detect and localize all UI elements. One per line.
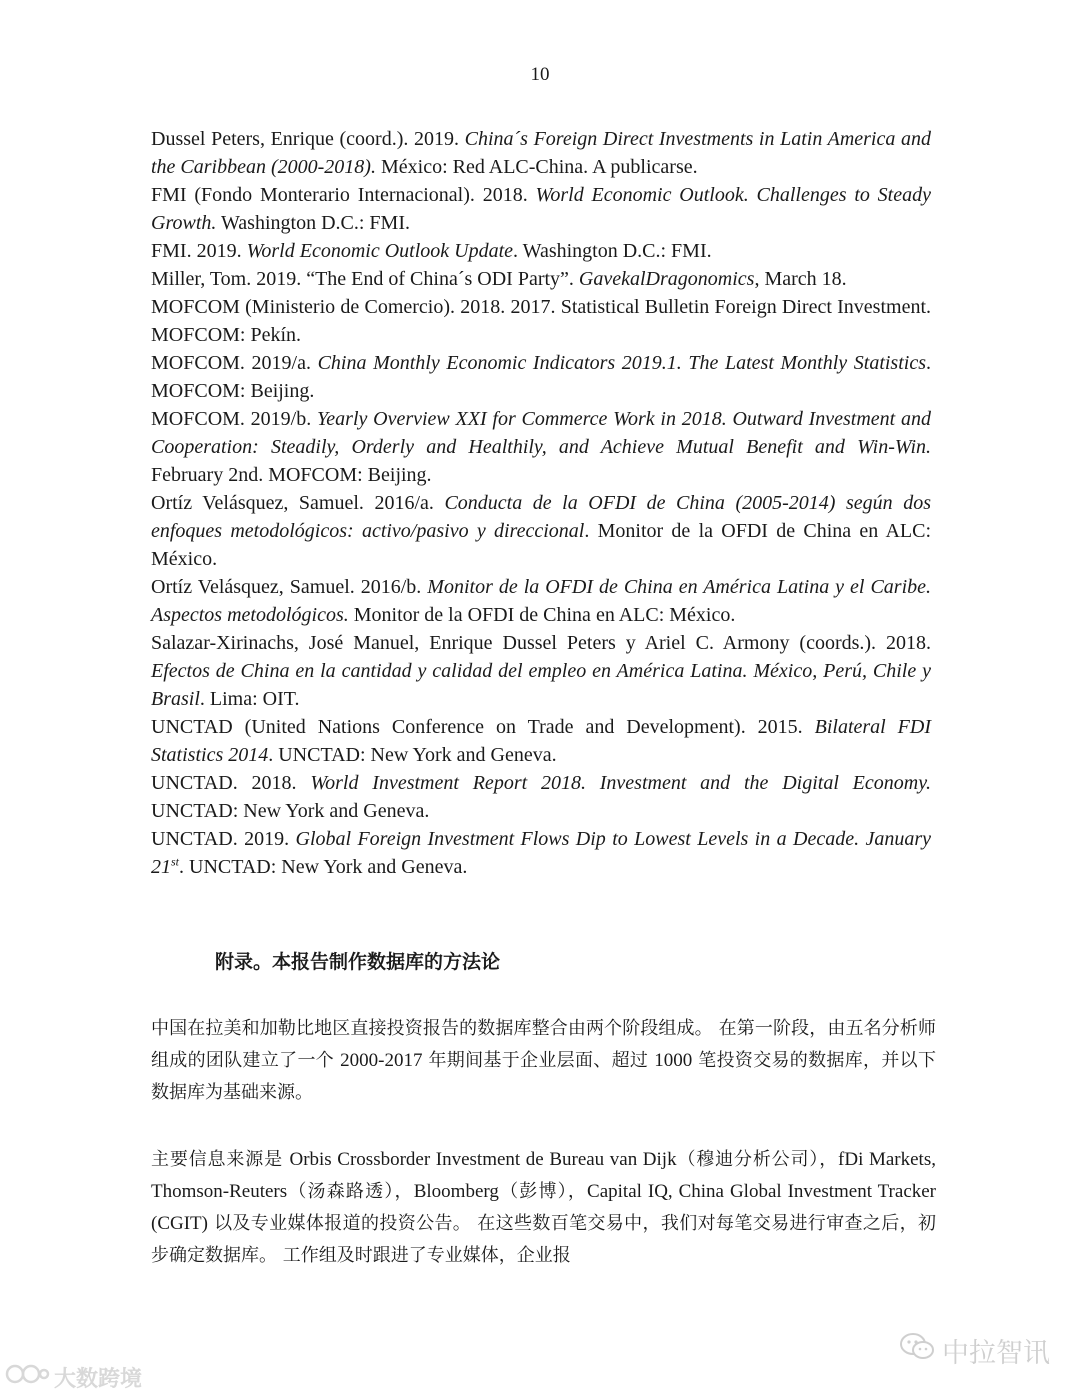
paragraph-text: 中国在拉美和加勒比地区直接投资报告的数据库整合由两个阶段组成。 在第一阶段，由五名分析师组成的团队建立了一个	[151, 1018, 936, 1071]
reference-item	[151, 489, 931, 573]
appendix-paragraph-2	[151, 1144, 936, 1272]
reference-title: World Economic Outlook. Challenges to Steady Growth.	[151, 184, 931, 234]
appendix-heading: 附录。本报告制作数据库的方法论	[215, 951, 501, 973]
reference-item	[151, 125, 931, 181]
reference-author: Dussel Peters, Enrique (coord.). 2019.	[151, 128, 465, 150]
paragraph-text: 笔投资交易的数据库，并以下数据库为基础来源。	[151, 1050, 936, 1103]
page-number: 10	[530, 64, 550, 85]
reference-item	[151, 405, 931, 489]
reference-details: Washington D.C.: FMI.	[216, 212, 410, 234]
reference-item	[151, 349, 931, 405]
reference-title: Global Foreign Investment Flows Dip to Lowest Levels in a Decade. January 21	[151, 828, 931, 878]
reference-author: UNCTAD. 2019.	[151, 828, 296, 850]
wechat-icon	[900, 1332, 934, 1369]
reference-item	[151, 573, 931, 629]
paragraph-text: （彭博），	[498, 1181, 588, 1202]
reference-details: . Lima: OIT.	[199, 688, 300, 710]
wechat-watermark	[900, 1330, 1050, 1370]
reference-title: China´s Foreign Direct Investments in Latin America and the Caribbean (2000-2018).	[151, 128, 931, 178]
paragraph-text: 以及专业媒体报道的投资公告。 在这些数百笔交易中，我们对每笔交易进行审查之后，初步确定数据库。 工作组及时跟进了专业媒体，企业报	[151, 1213, 936, 1266]
reference-details: . UNCTAD: New York and Geneva.	[268, 744, 557, 766]
reference-author: Salazar-Xirinachs, José Manuel, Enrique Dussel Peters y Ariel C. Armony (coords.). 2018.	[151, 632, 931, 654]
paragraph-text: Orbis Crossborder Investment de Bureau van Dijk	[289, 1149, 677, 1170]
reference-details: . MOFCOM: Beijing.	[151, 352, 931, 402]
reference-item	[151, 629, 931, 713]
reference-details: . UNCTAD: New York and Geneva.	[179, 856, 468, 878]
reference-item	[151, 181, 931, 237]
paragraph-text: Bloomberg	[413, 1181, 499, 1202]
reference-item	[151, 293, 931, 349]
reference-details: . Monitor de la OFDI de China en ALC: México.	[151, 520, 931, 570]
reference-author: FMI. 2019.	[151, 240, 247, 262]
reference-details: , March 18.	[754, 268, 847, 290]
reference-title: World Economic Outlook Update	[246, 240, 514, 262]
reference-author: Miller, Tom. 2019. “The End of China´s ODI Party”.	[151, 268, 579, 290]
reference-author: MOFCOM. 2019/a.	[151, 352, 318, 374]
reference-author: Ortíz Velásquez, Samuel. 2016/b.	[151, 576, 428, 598]
reference-title: Yearly Overview XXI for Commerce Work in 2018. Outward Investment and Cooperation: Steadily, Orderly and Healthily, and Achieve Mutual Benefit and Win-Win.	[151, 408, 931, 458]
reference-superscript: st	[171, 854, 180, 869]
reference-author: MOFCOM (Ministerio de Comercio). 2018. 2017. Statistical Bulletin Foreign Direct Investment. MOFCOM: Pekín.	[151, 296, 931, 346]
brand-watermark	[4, 1360, 142, 1394]
reference-title: GavekalDragonomics	[578, 268, 755, 290]
reference-item	[151, 769, 931, 825]
reference-title: Monitor de la OFDI de China en América Latina y el Caribe. Aspectos metodológicos.	[151, 576, 932, 626]
reference-details: February 2nd. MOFCOM: Beijing.	[151, 464, 432, 486]
reference-details: UNCTAD: New York and Geneva.	[151, 800, 430, 822]
reference-title: Bilateral FDI Statistics 2014	[151, 716, 931, 766]
reference-title: Conducta de la OFDI de China (2005-2014) según dos enfoques metodológicos: activo/pasivo y direccional	[151, 492, 932, 542]
reference-details: . Washington D.C.: FMI.	[513, 240, 712, 262]
reference-item	[151, 265, 931, 293]
watermark-text: 大数跨境	[54, 1366, 143, 1392]
paragraph-text: 主要信息来源是	[151, 1149, 290, 1170]
reference-title: China Monthly Economic Indicators 2019.1. The Latest Monthly Statistics	[317, 352, 926, 374]
reference-author: UNCTAD. 2018.	[151, 772, 311, 794]
reference-item	[151, 713, 931, 769]
reference-list	[151, 125, 931, 881]
reference-author: MOFCOM. 2019/b.	[151, 408, 317, 430]
paragraph-text: 年期间基于企业层面、超过	[422, 1050, 655, 1071]
brand-logo-icon	[4, 1361, 50, 1393]
reference-title: Efectos de China en la cantidad y calidad del empleo en América Latina. México, Perú, Chile y Brasil	[151, 660, 931, 710]
appendix-paragraph-1	[151, 1013, 936, 1109]
reference-title: World Investment Report 2018. Investment and the Digital Economy.	[310, 772, 931, 794]
reference-details: México: Red ALC-China. A publicarse.	[375, 156, 698, 178]
reference-item	[151, 825, 931, 881]
paragraph-text: fDi Markets, Thomson-Reuters	[151, 1149, 936, 1202]
reference-author: UNCTAD (United Nations Conference on Trade and Development). 2015.	[151, 716, 815, 738]
reference-author: FMI (Fondo Monterario Internacional). 2018.	[151, 184, 536, 206]
paragraph-text: 1000	[654, 1050, 693, 1071]
reference-details: Monitor de la OFDI de China en ALC: México.	[348, 604, 736, 626]
paragraph-text: 2000-2017	[340, 1050, 423, 1071]
reference-author: Ortíz Velásquez, Samuel. 2016/a.	[151, 492, 445, 514]
paragraph-text: （穆迪分析公司），	[676, 1149, 839, 1170]
paragraph-text: Capital IQ, China Global Investment Tracker (CGIT)	[151, 1181, 937, 1234]
paragraph-text: （汤森路透），	[287, 1181, 414, 1202]
watermark-text: 中拉智讯	[942, 1337, 1050, 1369]
reference-item	[151, 237, 931, 265]
